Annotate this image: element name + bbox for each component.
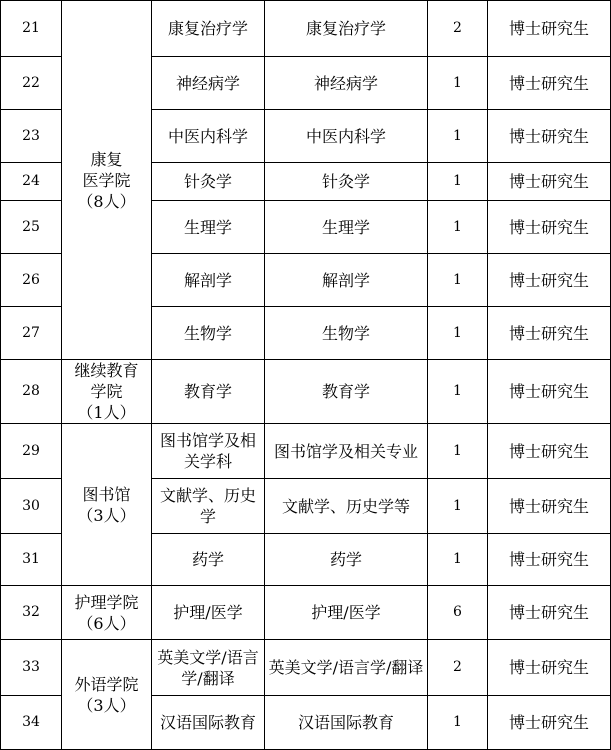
count-cell: 1 — [428, 696, 488, 750]
college-name: 康复 医学院 （8人） — [62, 1, 152, 360]
count-cell: 1 — [428, 57, 488, 110]
major-cell: 中医内科学 — [265, 110, 428, 163]
major-cell: 英美文学/语言学/翻译 — [265, 640, 428, 696]
major-cell: 图书馆学及相关专业 — [265, 424, 428, 479]
degree-cell: 博士研究生 — [488, 534, 611, 586]
major-cell: 神经病学 — [265, 57, 428, 110]
count-cell: 1 — [428, 307, 488, 360]
degree-cell: 博士研究生 — [488, 201, 611, 254]
degree-cell: 博士研究生 — [488, 360, 611, 424]
college-name: 外语学院 （3人） — [62, 640, 152, 750]
count-cell: 1 — [428, 479, 488, 534]
row-number: 31 — [1, 534, 62, 586]
row-number: 22 — [1, 57, 62, 110]
major-cell: 护理/医学 — [265, 586, 428, 640]
degree-cell: 博士研究生 — [488, 254, 611, 307]
major-cell: 文献学、历史学等 — [265, 479, 428, 534]
row-number: 25 — [1, 201, 62, 254]
degree-cell: 博士研究生 — [488, 640, 611, 696]
table-row — [1, 1, 611, 57]
degree-cell: 博士研究生 — [488, 479, 611, 534]
discipline-cell: 针灸学 — [152, 163, 265, 201]
major-cell: 解剖学 — [265, 254, 428, 307]
college-name: 护理学院 （6人） — [62, 586, 152, 640]
degree-cell: 博士研究生 — [488, 586, 611, 640]
discipline-cell: 生理学 — [152, 201, 265, 254]
count-cell: 6 — [428, 586, 488, 640]
major-cell: 生物学 — [265, 307, 428, 360]
discipline-cell: 药学 — [152, 534, 265, 586]
row-number: 33 — [1, 640, 62, 696]
count-cell: 1 — [428, 534, 488, 586]
row-number: 34 — [1, 696, 62, 750]
table-row — [1, 640, 611, 696]
count-cell: 1 — [428, 360, 488, 424]
major-cell: 教育学 — [265, 360, 428, 424]
row-number: 32 — [1, 586, 62, 640]
row-number: 23 — [1, 110, 62, 163]
count-cell: 2 — [428, 1, 488, 57]
major-cell: 药学 — [265, 534, 428, 586]
discipline-cell: 图书馆学及相关学科 — [152, 424, 265, 479]
discipline-cell: 解剖学 — [152, 254, 265, 307]
degree-cell: 博士研究生 — [488, 696, 611, 750]
row-number: 28 — [1, 360, 62, 424]
college-name: 继续教育 学院 （1人） — [62, 360, 152, 424]
degree-cell: 博士研究生 — [488, 1, 611, 57]
major-cell: 汉语国际教育 — [265, 696, 428, 750]
row-number: 27 — [1, 307, 62, 360]
row-number: 24 — [1, 163, 62, 201]
degree-cell: 博士研究生 — [488, 163, 611, 201]
discipline-cell: 护理/医学 — [152, 586, 265, 640]
degree-cell: 博士研究生 — [488, 57, 611, 110]
count-cell: 1 — [428, 163, 488, 201]
discipline-cell: 生物学 — [152, 307, 265, 360]
table-row — [1, 360, 611, 424]
discipline-cell: 英美文学/语言学/翻译 — [152, 640, 265, 696]
degree-cell: 博士研究生 — [488, 424, 611, 479]
discipline-cell: 康复治疗学 — [152, 1, 265, 57]
row-number: 30 — [1, 479, 62, 534]
major-cell: 生理学 — [265, 201, 428, 254]
row-number: 21 — [1, 1, 62, 57]
degree-cell: 博士研究生 — [488, 307, 611, 360]
row-number: 26 — [1, 254, 62, 307]
major-cell: 康复治疗学 — [265, 1, 428, 57]
discipline-cell: 汉语国际教育 — [152, 696, 265, 750]
count-cell: 1 — [428, 254, 488, 307]
discipline-cell: 神经病学 — [152, 57, 265, 110]
row-number: 29 — [1, 424, 62, 479]
table-row — [1, 586, 611, 640]
discipline-cell: 文献学、历史学 — [152, 479, 265, 534]
college-name: 图书馆 （3人） — [62, 424, 152, 586]
count-cell: 2 — [428, 640, 488, 696]
count-cell: 1 — [428, 201, 488, 254]
table-row — [1, 424, 611, 479]
count-cell: 1 — [428, 110, 488, 163]
discipline-cell: 教育学 — [152, 360, 265, 424]
discipline-cell: 中医内科学 — [152, 110, 265, 163]
degree-cell: 博士研究生 — [488, 110, 611, 163]
major-cell: 针灸学 — [265, 163, 428, 201]
count-cell: 1 — [428, 424, 488, 479]
